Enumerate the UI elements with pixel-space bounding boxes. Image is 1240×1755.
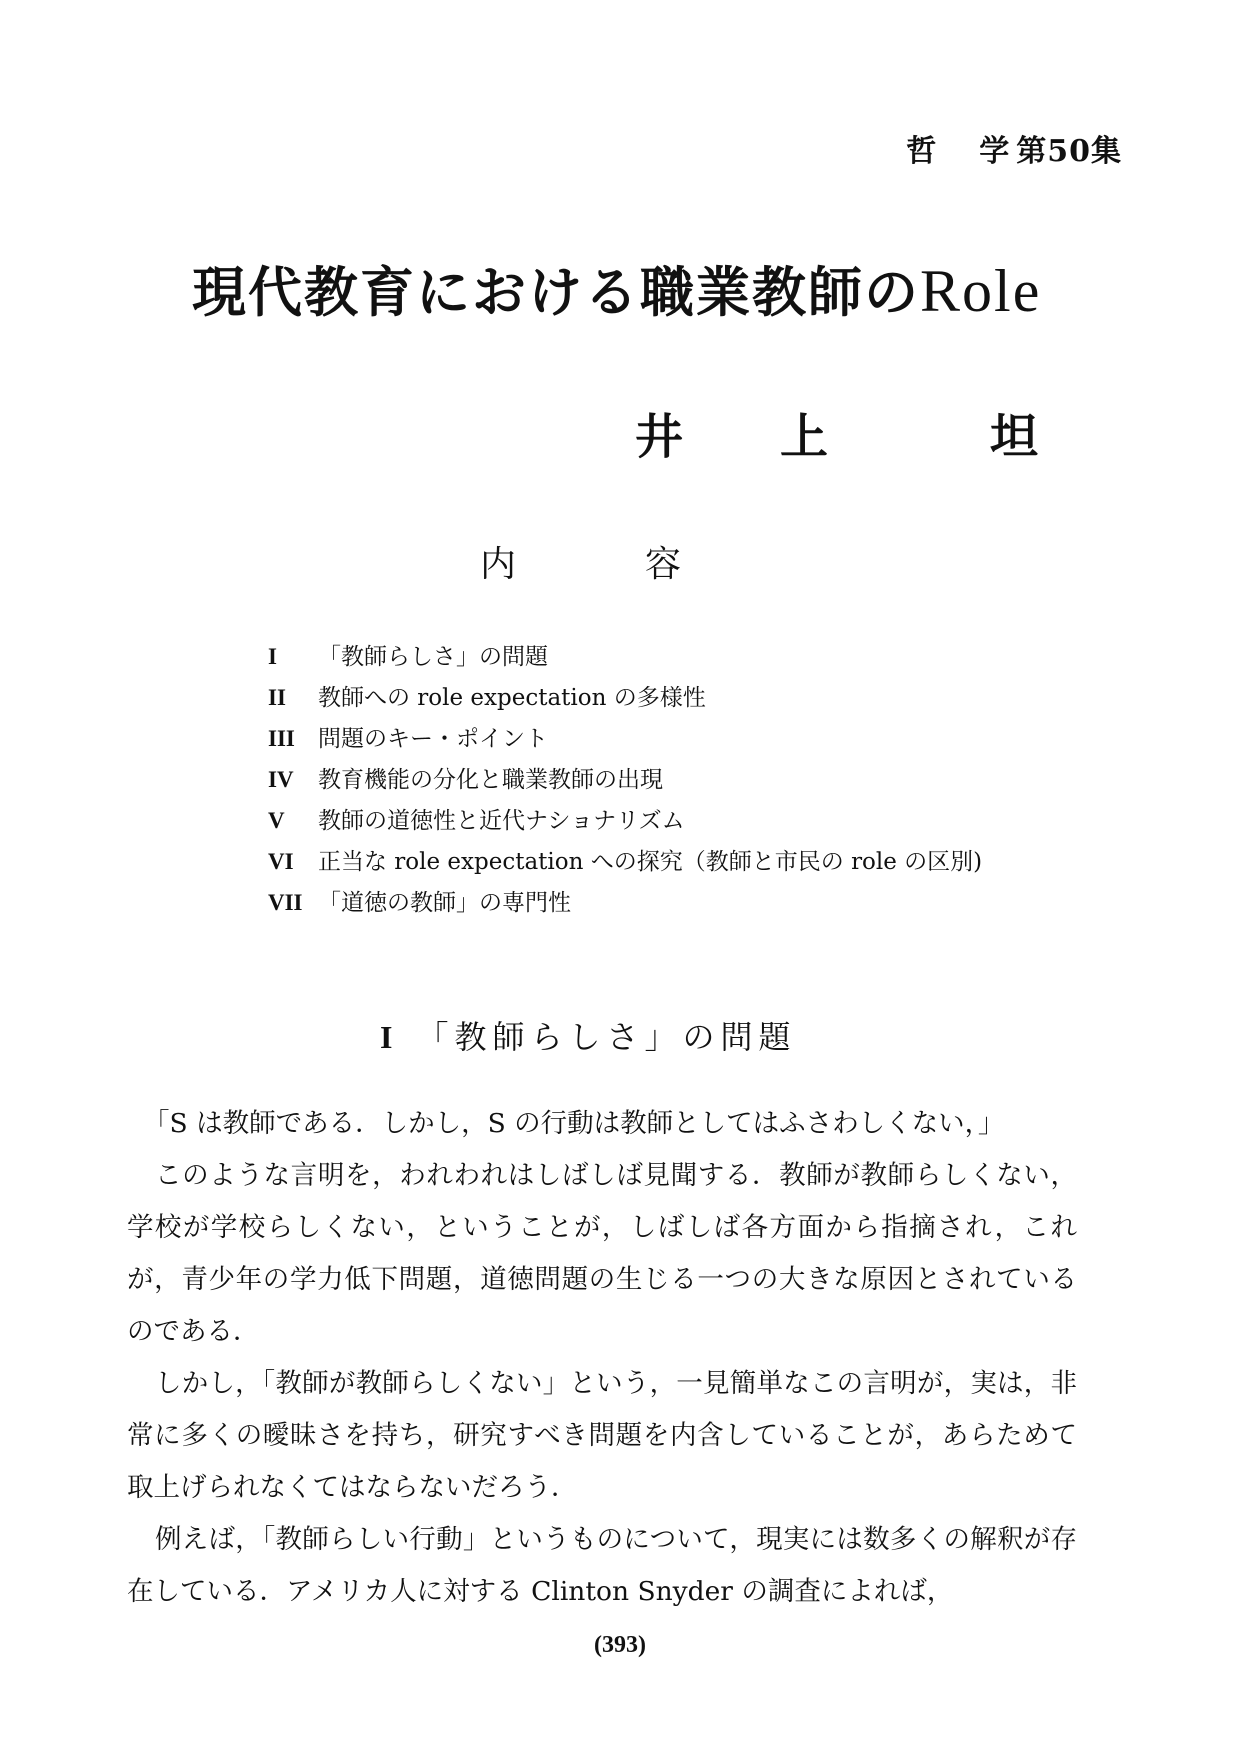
- toc-item-number: II: [268, 685, 286, 710]
- toc-item: [268, 636, 1128, 677]
- table-of-contents: [268, 636, 1128, 923]
- toc-item-number: VII: [268, 890, 303, 915]
- toc-item-text: 教師への role expectation の多様性: [318, 685, 706, 711]
- toc-item: [268, 841, 1128, 882]
- toc-item-number: I: [268, 644, 277, 669]
- body-paragraph: しかし，「教師が教師らしくない」という，一見簡単なこの言明が，実は，非常に多くの曖昧さを持ち，研究すべき問題を内含していることが，あらためて取上げられなくてはならないだろう．: [127, 1368, 1077, 1503]
- toc-item: [268, 718, 1128, 759]
- article-title-english: Role: [920, 258, 1042, 324]
- journal-volume: 第50集: [1016, 134, 1122, 169]
- section-heading: [380, 1012, 796, 1058]
- toc-item-text: 教師の道徳性と近代ナショナリズム: [318, 808, 685, 834]
- contents-heading-char: 容: [645, 544, 682, 585]
- toc-item: [268, 677, 1128, 718]
- body-paragraph: 例えば，「教師らしい行動」というものについて，現実には数多くの解釈が存在している．アメリカ人に対する Clinton Snyder の調査によれば，: [127, 1524, 1077, 1607]
- toc-item-text: 「道徳の教師」の専門性: [318, 890, 571, 916]
- toc-item-text: 正当な role expectation への探究（教師と市民の role の区別): [318, 849, 983, 875]
- toc-item-text: 「教師らしさ」の問題: [318, 644, 548, 670]
- body-paragraph: このような言明を，われわれはしばしば見聞する．教師が教師らしくない，学校が学校らしくない，ということが，しばしば各方面から指摘され，これが，青少年の学力低下問題，道徳問題の生じる一つの大きな原因とされているのである．: [127, 1160, 1077, 1347]
- toc-item-number: III: [268, 726, 295, 751]
- section-body: [127, 1098, 1077, 1618]
- toc-item-number: VI: [268, 849, 294, 874]
- journal-header: [906, 126, 1122, 170]
- journal-name-char-2: 学: [979, 134, 1011, 169]
- body-paragraph-quote: 「S は教師である．しかし，S の行動は教師としてはふさわしくない，」: [143, 1108, 1005, 1139]
- toc-item-number: IV: [268, 767, 294, 792]
- toc-item-number: V: [268, 808, 285, 833]
- contents-heading-char: 内: [480, 544, 517, 585]
- journal-name-char-1: 哲: [906, 134, 938, 169]
- author-char: 坦: [990, 409, 1039, 465]
- author-char: 井: [635, 409, 684, 465]
- article-title: [192, 250, 1041, 327]
- toc-item: [268, 800, 1128, 841]
- page-number: (393): [594, 1632, 646, 1658]
- article-title-japanese: 現代教育における職業教師の: [192, 260, 920, 324]
- toc-item: [268, 759, 1128, 800]
- toc-item-text: 問題のキー・ポイント: [318, 726, 548, 752]
- author-char: 上: [780, 409, 829, 465]
- toc-item: [268, 882, 1128, 923]
- section-title: 「教師らしさ」の問題: [416, 1018, 797, 1056]
- toc-item-text: 教育機能の分化と職業教師の出現: [318, 767, 663, 793]
- section-number: I: [380, 1019, 393, 1055]
